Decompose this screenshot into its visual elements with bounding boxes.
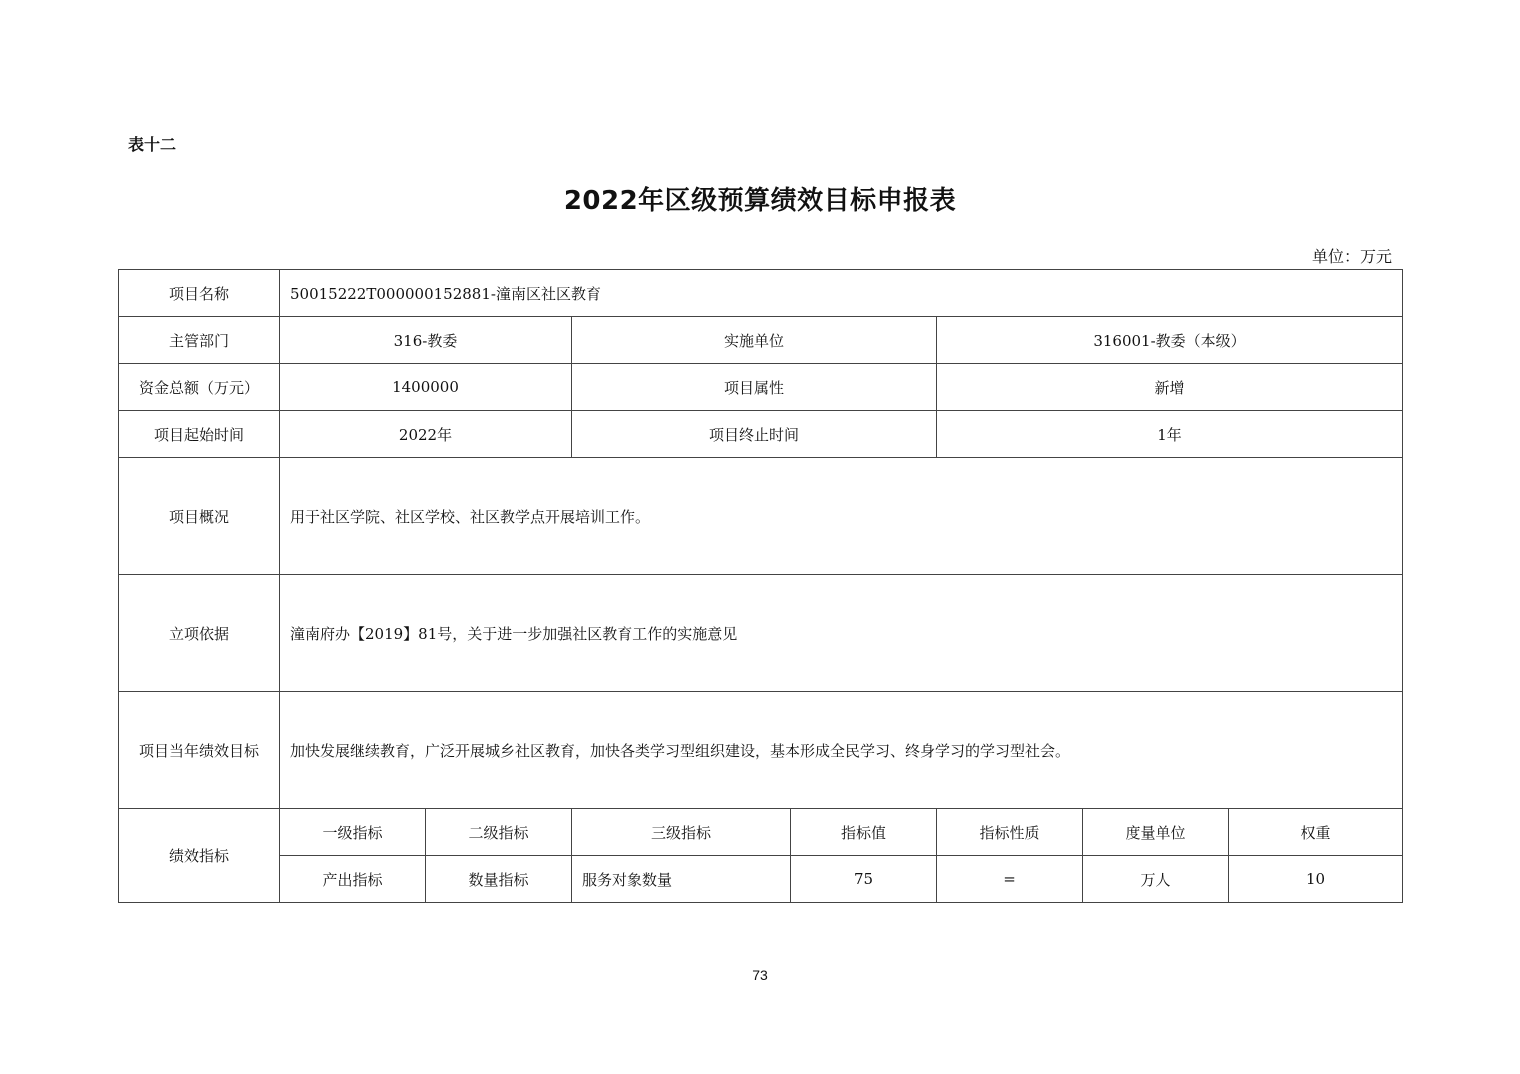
overview-value: 用于社区学院、社区学校、社区教学点开展培训工作。 [280,458,1403,575]
indicators-label: 绩效指标 [119,809,280,903]
indicator-unit: 万人 [1083,856,1229,903]
project-name-label: 项目名称 [119,270,280,317]
row-project-name [119,270,1403,317]
row-time [119,411,1403,458]
row-indicator-headers [119,809,1403,856]
basis-label: 立项依据 [119,575,280,692]
table-number-label: 表十二 [128,135,177,154]
indicator-header-level2: 二级指标 [426,809,572,856]
project-attribute-label: 项目属性 [572,364,937,411]
project-attribute-value: 新增 [937,364,1403,411]
basis-value: 潼南府办【2019】81号，关于进一步加强社区教育工作的实施意见 [280,575,1403,692]
row-department [119,317,1403,364]
indicator-header-nature: 指标性质 [937,809,1083,856]
overview-label: 项目概况 [119,458,280,575]
total-funds-value: 1400000 [280,364,572,411]
indicator-weight: 10 [1229,856,1403,903]
start-time-label: 项目起始时间 [119,411,280,458]
indicator-level2: 数量指标 [426,856,572,903]
implementing-unit-label: 实施单位 [572,317,937,364]
indicator-header-level3: 三级指标 [572,809,791,856]
indicator-header-weight: 权重 [1229,809,1403,856]
table-row [119,856,1403,903]
row-basis [119,575,1403,692]
end-time-label: 项目终止时间 [572,411,937,458]
page-title: 2022年区级预算绩效目标申报表 [563,186,957,216]
annual-goal-label: 项目当年绩效目标 [119,692,280,809]
unit-note: 单位：万元 [1311,247,1392,266]
indicator-header-value: 指标值 [791,809,937,856]
indicator-header-unit: 度量单位 [1083,809,1229,856]
department-value: 316-教委 [280,317,572,364]
indicator-level1: 产出指标 [280,856,426,903]
department-label: 主管部门 [119,317,280,364]
implementing-unit-value: 316001-教委（本级） [937,317,1403,364]
row-annual-goal [119,692,1403,809]
indicator-level3: 服务对象数量 [572,856,791,903]
row-total-funds [119,364,1403,411]
start-time-value: 2022年 [280,411,572,458]
annual-goal-value: 加快发展继续教育，广泛开展城乡社区教育，加快各类学习型组织建设，基本形成全民学习、终身学习的学习型社会。 [280,692,1403,809]
row-overview [119,458,1403,575]
page-number: 73 [752,967,768,983]
indicator-value: 75 [791,856,937,903]
total-funds-label: 资金总额（万元） [119,364,280,411]
end-time-value: 1年 [937,411,1403,458]
performance-target-table [118,269,1403,903]
indicator-nature: = [937,856,1083,903]
project-name-value: 50015222T000000152881-潼南区社区教育 [280,270,1403,317]
indicator-header-level1: 一级指标 [280,809,426,856]
